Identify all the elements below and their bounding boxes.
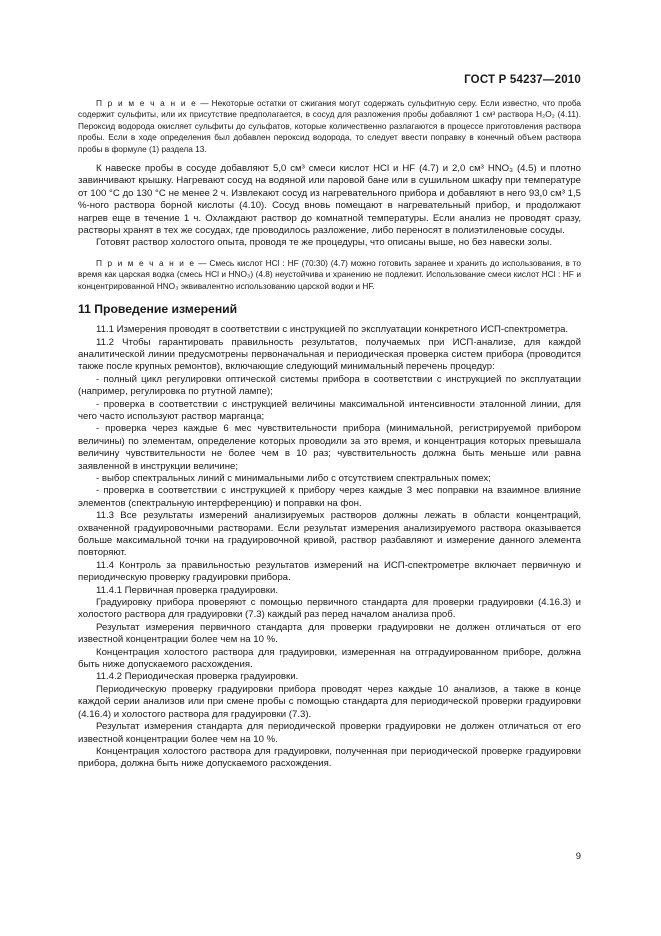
- body-paragraph: Концентрация холостого раствора для градуировки, измеренная на отградуированном приборе, должна быть ниже допускаемого расхождения.: [78, 646, 581, 671]
- body-paragraph: 11.1 Измерения проводят в соответствии с инструкцией по эксплуатации конкретного ИСП-спектрометра.: [96, 324, 569, 336]
- subsection-heading: 11.4.2 Периодическая проверка градуировки.: [96, 671, 299, 683]
- document-header: ГОСТ Р 54237—2010: [464, 74, 581, 86]
- note-label: П р и м е ч а н и е: [96, 98, 198, 108]
- body-paragraph: Готовят раствор холостого опыта, проводя те же процедуры, что описаны выше, но без навески золы.: [96, 237, 552, 249]
- note-text: — Некоторые остатки от сжигания могут содержать сульфитную серу. Если известно, что проба содержит сульфиты, или их присутствие предполагается, в сосуд для разложения пробы добавляют 1 см³ раствора H₂O₂ (4.11). Пероксид водорода окисляет сульфиты до сульфатов, которые количественно разлагаются в процессе приготовления раствора пробы. Если в ходе определения был добавлен пероксид водорода, то следует ввести поправку в конечный объем раствора пробы в формуле (1) раздела 13.: [78, 98, 581, 154]
- note-label: П р и м е ч а н и е: [96, 257, 196, 268]
- list-item: - проверка в соответствии с инструкцией к прибору через каждые 3 мес поправки на взаимное влияние элементов (спектральную интерференцию) и поправки на фон.: [78, 485, 581, 509]
- subsection-heading: 11.4.1 Первичная проверка градуировки.: [96, 584, 278, 596]
- body-paragraph: Результат измерения стандарта для периодической проверки градуировки не должен отличаться от его известной концентрации более чем на 10 %.: [78, 721, 581, 745]
- section-heading: 11 Проведение измерений: [78, 302, 238, 317]
- body-paragraph: Периодическую проверку градуировки прибора проводят через каждые 10 анализов, а также в конце каждой серии анализов или при смене пробы с помощью стандарта для периодической проверки градуировки (4.16.4) и холостого раствора для градуировки (7.3).: [78, 683, 581, 720]
- note-paragraph: [78, 98, 581, 155]
- note-paragraph: [78, 258, 581, 292]
- body-paragraph: 11.4 Контроль за правильностью результатов измерений на ИСП-спектрометре включает первичную и периодическую проверку градуировки прибора.: [78, 559, 581, 584]
- body-paragraph: 11.3 Все результаты измерений анализируемых растворов должны лежать в области концентраций, охваченной градуировочными растворами. Если результат измерения анализируемого раствора оказывается больше максимальной точки на градуировочной кривой, раствор разбавляют и измерение данного элемента повторяют.: [78, 510, 581, 559]
- body-paragraph: Концентрация холостого раствора для градуировки, полученная при периодической проверке градуировки прибора, должна быть ниже допускаемого расхождения.: [78, 745, 581, 770]
- note-text: — Смесь кислот HCl : HF (70:30) (4.7) можно готовить заранее и хранить до использования, в то время как царская водка (смесь HCl и HNO₃) (4.8) неустойчива и хранению не подлежит. Использование смеси кислот HCl : HF и концентрированной HNO₃ эквивалентно использованию царской водки и HF.: [78, 257, 581, 291]
- list-item: - проверка через каждые 6 мес чувствительности прибора (минимальной, регистрируемой прибором величины) по элементам, определение которых проводили за это время, и концентрация которых превышала величину чувствительности не более чем в 10 раз; чувствительность должна быть меньше или равна заявленной в инструкции величине;: [78, 423, 581, 472]
- list-item: - выбор спектральных линий с минимальными либо с отсутствием спектральных помех;: [96, 472, 491, 484]
- list-item: - полный цикл регулировки оптической системы прибора в соответствии с инструкцией по эксплуатации (например, регулировка по ртутной лампе);: [78, 373, 581, 398]
- page-number: 9: [575, 851, 581, 862]
- body-paragraph: К навеске пробы в сосуде добавляют 5,0 см³ смеси кислот HCl и HF (4.7) и 2,0 см³ HNO₃ (4.5) и плотно завинчивают крышку. Нагревают сосуд на водяной или паровой бане или в сушильном шкафу при температуре от 100 °С до 130 °С не менее 2 ч. Извлекают сосуд из нагревательного прибора и добавляют в него 93,0 см³ 1,5 %-ного раствора борной кислоты (4.10). Сосуд вновь помещают в нагревательный прибор, и продолжают нагрев еще в течение 1 ч. Охлаждают раствор до комнатной температуры. Если анализ не проводят сразу, растворы хранят в тех же сосудах, где проводилось разложение, либо переносят в полиэтиленовые сосуды.: [78, 163, 581, 237]
- list-item: - проверка в соответствии с инструкцией величины максимальной интенсивности эталонной линии, для чего часто используют раствор марганца;: [78, 398, 581, 422]
- body-paragraph: Результат измерения первичного стандарта для проверки градуировки не должен отличаться от его известной концентрации более чем на 10 %.: [78, 621, 581, 646]
- body-paragraph: 11.2 Чтобы гарантировать правильность результатов, получаемых при ИСП-анализе, для каждой аналитической линии предусмотрены первоначальная и периодическая проверка систем прибора (проводится также после крупных ремонтов), включающие следующий минимальный перечень процедур:: [78, 336, 581, 373]
- document-body: [78, 98, 581, 771]
- body-paragraph: Градуировку прибора проверяют с помощью первичного стандарта для проверки градуировки (4.16.3) и холостого раствора для градуировки (7.3) каждый раз перед началом анализа проб.: [78, 597, 581, 621]
